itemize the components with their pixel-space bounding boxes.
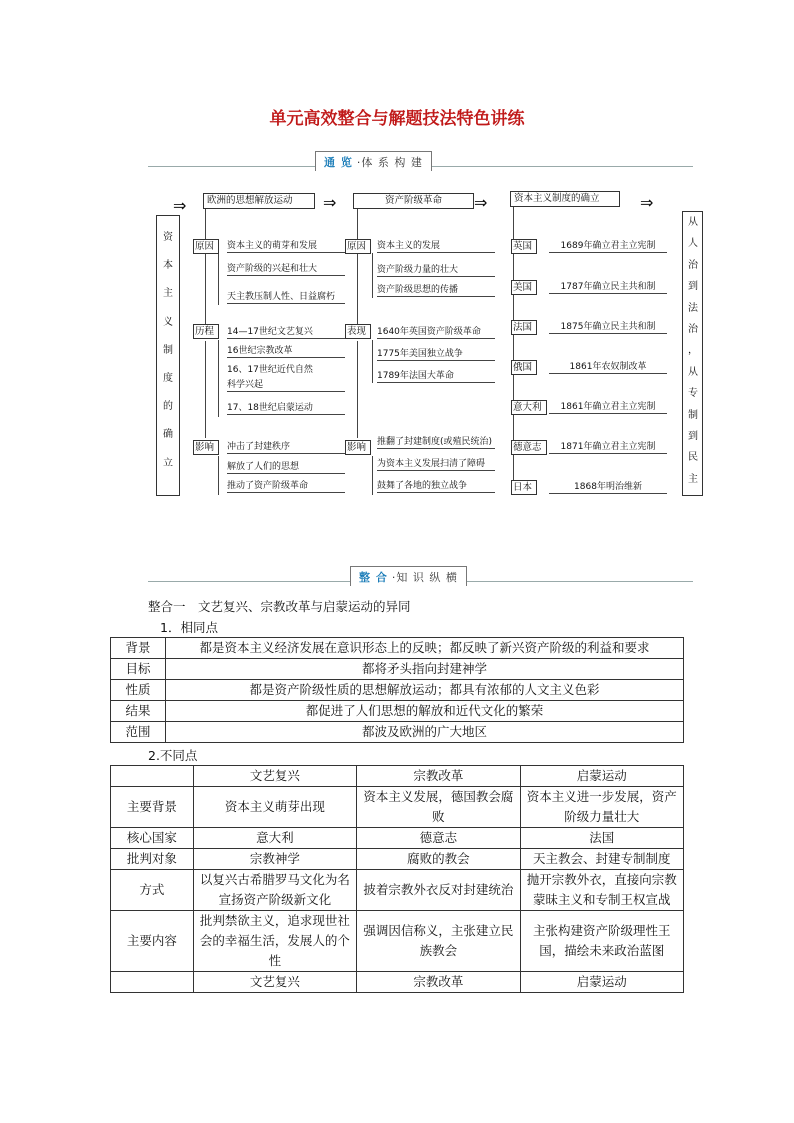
row-label: 范围 [111, 722, 166, 743]
table-row [111, 828, 684, 849]
connector [218, 340, 219, 417]
col3-event: 1787年确立民主共和制 [549, 282, 667, 294]
cell: 德意志 [357, 828, 520, 849]
col3-event: 1871年确立君主立宪制 [549, 442, 667, 454]
left-label-char: 资 [163, 232, 173, 243]
col3-event: 1861年确立君主立宪制 [549, 402, 667, 414]
cell: 主张构建资产阶级理性王国，描绘未来政治蓝图 [520, 911, 683, 972]
left-label-char: 义 [163, 316, 173, 328]
col1-item: 解放了人们的思想 [227, 462, 345, 474]
table-header-row [111, 766, 684, 787]
table-row [111, 849, 684, 870]
col3-country: 美国 [511, 280, 537, 295]
cell: 抛开宗教外衣，直接向宗教蒙昧主义和专制王权宣战 [520, 870, 683, 911]
banner-main: 通 览 [324, 156, 353, 169]
left-label-char: 的 [163, 401, 173, 413]
cell: 天主教会、封建专制制度 [520, 849, 683, 870]
right-label-char: 到 [688, 431, 698, 442]
right-label-char: 治 [688, 259, 698, 271]
section-banner-integration [350, 566, 467, 586]
col1-item: 科学兴起 [227, 380, 345, 392]
left-label-char: 确 [163, 429, 173, 441]
cell: 以复兴古希腊罗马文化为名宣扬资产阶级新文化 [193, 870, 356, 911]
right-label-char: ， [688, 345, 698, 357]
column-header: 宗教改革 [357, 766, 520, 787]
arrow-icon: ⇒ [173, 196, 187, 215]
column-header [111, 766, 194, 787]
row-label: 主要背景 [111, 787, 194, 828]
table-row [111, 722, 684, 743]
section-banner-overview [315, 151, 432, 171]
differences-table [110, 765, 684, 993]
connector [372, 253, 373, 298]
right-label-char: 治 [688, 324, 698, 335]
row-label: 主要内容 [111, 911, 194, 972]
col1-group-label: 影响 [193, 440, 219, 455]
table-row [111, 659, 684, 680]
same-points-table [110, 637, 684, 743]
col3-country: 英国 [511, 239, 537, 254]
cell: 腐败的教会 [357, 849, 520, 870]
column-header: 启蒙运动 [520, 766, 683, 787]
right-label-char: 专 [688, 388, 698, 400]
col3-country: 日本 [511, 480, 537, 495]
subheading-diff: 2.不同点 [148, 748, 198, 763]
col2-item: 推翻了封建制度(或殖民统治) [377, 437, 495, 449]
row-value: 都波及欧洲的广大地区 [166, 722, 684, 743]
cell: 文艺复兴 [193, 972, 356, 993]
left-label-char: 立 [163, 457, 173, 469]
col3-header: 资本主义制度的确立 [510, 191, 620, 207]
col2-item: 1640年英国资产阶级革命 [377, 327, 495, 339]
table-row [111, 680, 684, 701]
cell: 意大利 [193, 828, 356, 849]
cell: 披着宗教外衣反对封建统治 [357, 870, 520, 911]
col2-group-label: 表现 [345, 324, 371, 339]
right-label-char: 从 [688, 217, 698, 228]
col3-event: 1861年农奴制改革 [549, 362, 667, 374]
cell: 法国 [520, 828, 683, 849]
col2-item: 资产阶级力量的壮大 [377, 265, 495, 277]
row-label: 目标 [111, 659, 166, 680]
col1-item: 天主教压制人性、日益腐朽 [227, 292, 345, 304]
col3-country: 法国 [511, 320, 537, 335]
col3-event: 1689年确立君主立宪制 [549, 241, 667, 253]
col1-group-label: 历程 [193, 324, 219, 339]
cell: 批判禁欲主义，追求现世社会的幸福生活，发展人的个性 [193, 911, 356, 972]
col1-item: 16世纪宗教改革 [227, 346, 345, 358]
left-label-char: 度 [163, 373, 173, 384]
banner-sub: ·知 识 纵 横 [391, 571, 458, 584]
row-label: 方式 [111, 870, 194, 911]
connector [205, 341, 206, 438]
table-row [111, 972, 684, 993]
col2-header: 资产阶级革命 [353, 193, 474, 209]
cell: 资本主义发展，德国教会腐败 [357, 787, 520, 828]
cell: 资本主义萌芽出现 [193, 787, 356, 828]
row-label: 性质 [111, 680, 166, 701]
banner-main: 整 合 [359, 571, 388, 584]
connector [357, 341, 358, 438]
col1-group-label: 原因 [193, 239, 219, 254]
row-label [111, 972, 194, 993]
connector [218, 253, 219, 305]
right-label-char: 法 [688, 302, 698, 314]
col2-item: 资本主义的发展 [377, 241, 495, 253]
col1-item: 17、18世纪启蒙运动 [227, 403, 345, 415]
arrow-icon: ⇒ [474, 193, 488, 212]
col1-item: 16、17世纪近代自然 [227, 365, 313, 375]
table-row [111, 870, 684, 911]
section-heading: 整合一 文艺复兴、宗教改革与启蒙运动的异同 [148, 599, 411, 614]
connector [357, 209, 358, 239]
table-row [111, 787, 684, 828]
cell: 强调因信称义，主张建立民族教会 [357, 911, 520, 972]
right-label-char: 人 [688, 238, 698, 250]
connector [372, 340, 373, 383]
col1-item: 资产阶级的兴起和壮大 [227, 264, 345, 276]
row-label: 结果 [111, 701, 166, 722]
page-title: 单元高效整合与解题技法特色讲练 [269, 109, 525, 129]
row-label: 批判对象 [111, 849, 194, 870]
col1-item: 资本主义的萌芽和发展 [227, 241, 345, 253]
col2-group-label: 原因 [345, 239, 371, 254]
arrow-icon: ⇒ [640, 193, 654, 212]
arrow-icon: ⇒ [323, 193, 337, 212]
col2-item: 资产阶级思想的传播 [377, 285, 495, 297]
connector [205, 253, 206, 328]
col2-item: 为资本主义发展扫清了障碍 [377, 459, 495, 471]
col3-country: 德意志 [511, 440, 547, 455]
left-label-char: 本 [163, 260, 173, 272]
banner-sub: ·体 系 构 建 [356, 156, 423, 169]
col2-item: 1789年法国大革命 [377, 371, 495, 383]
table-row [111, 911, 684, 972]
col2-item: 鼓舞了各地的独立战争 [377, 481, 495, 493]
left-label-char: 主 [163, 288, 173, 300]
col2-group-label: 影响 [345, 440, 371, 455]
subheading-same: 1．相同点 [160, 620, 218, 635]
right-label-char: 到 [688, 281, 698, 293]
table-row [111, 701, 684, 722]
row-label: 核心国家 [111, 828, 194, 849]
col1-item: 14—17世纪文艺复兴 [227, 327, 345, 339]
right-label-char: 民 [688, 452, 698, 464]
col1-header: 欧洲的思想解放运动 [203, 193, 315, 209]
row-value: 都将矛头指向封建神学 [166, 659, 684, 680]
col3-country: 俄国 [511, 360, 537, 375]
col3-country: 意大利 [511, 400, 547, 415]
connector [218, 456, 219, 495]
connector [205, 209, 206, 239]
col1-item: 推动了资产阶级革命 [227, 481, 345, 493]
left-label-char: 制 [163, 344, 173, 356]
right-label-char: 从 [688, 366, 698, 378]
right-label-char: 主 [688, 473, 698, 485]
row-value: 都是资本主义经济发展在意识形态上的反映；都反映了新兴资产阶级的利益和要求 [166, 638, 684, 659]
connector [372, 456, 373, 495]
col3-event: 1875年确立民主共和制 [549, 322, 667, 334]
right-label-char: 制 [688, 409, 698, 421]
connector [357, 253, 358, 326]
cell: 启蒙运动 [520, 972, 683, 993]
col3-event: 1868年明治维新 [549, 482, 667, 494]
row-value: 都促进了人们思想的解放和近代文化的繁荣 [166, 701, 684, 722]
row-value: 都是资产阶级性质的思想解放运动；都具有浓郁的人文主义色彩 [166, 680, 684, 701]
column-header: 文艺复兴 [193, 766, 356, 787]
cell: 宗教神学 [193, 849, 356, 870]
cell: 资本主义进一步发展，资产阶级力量壮大 [520, 787, 683, 828]
row-label: 背景 [111, 638, 166, 659]
table-row [111, 638, 684, 659]
cell: 宗教改革 [357, 972, 520, 993]
col1-item: 冲击了封建秩序 [227, 442, 345, 454]
col2-item: 1775年美国独立战争 [377, 349, 495, 361]
